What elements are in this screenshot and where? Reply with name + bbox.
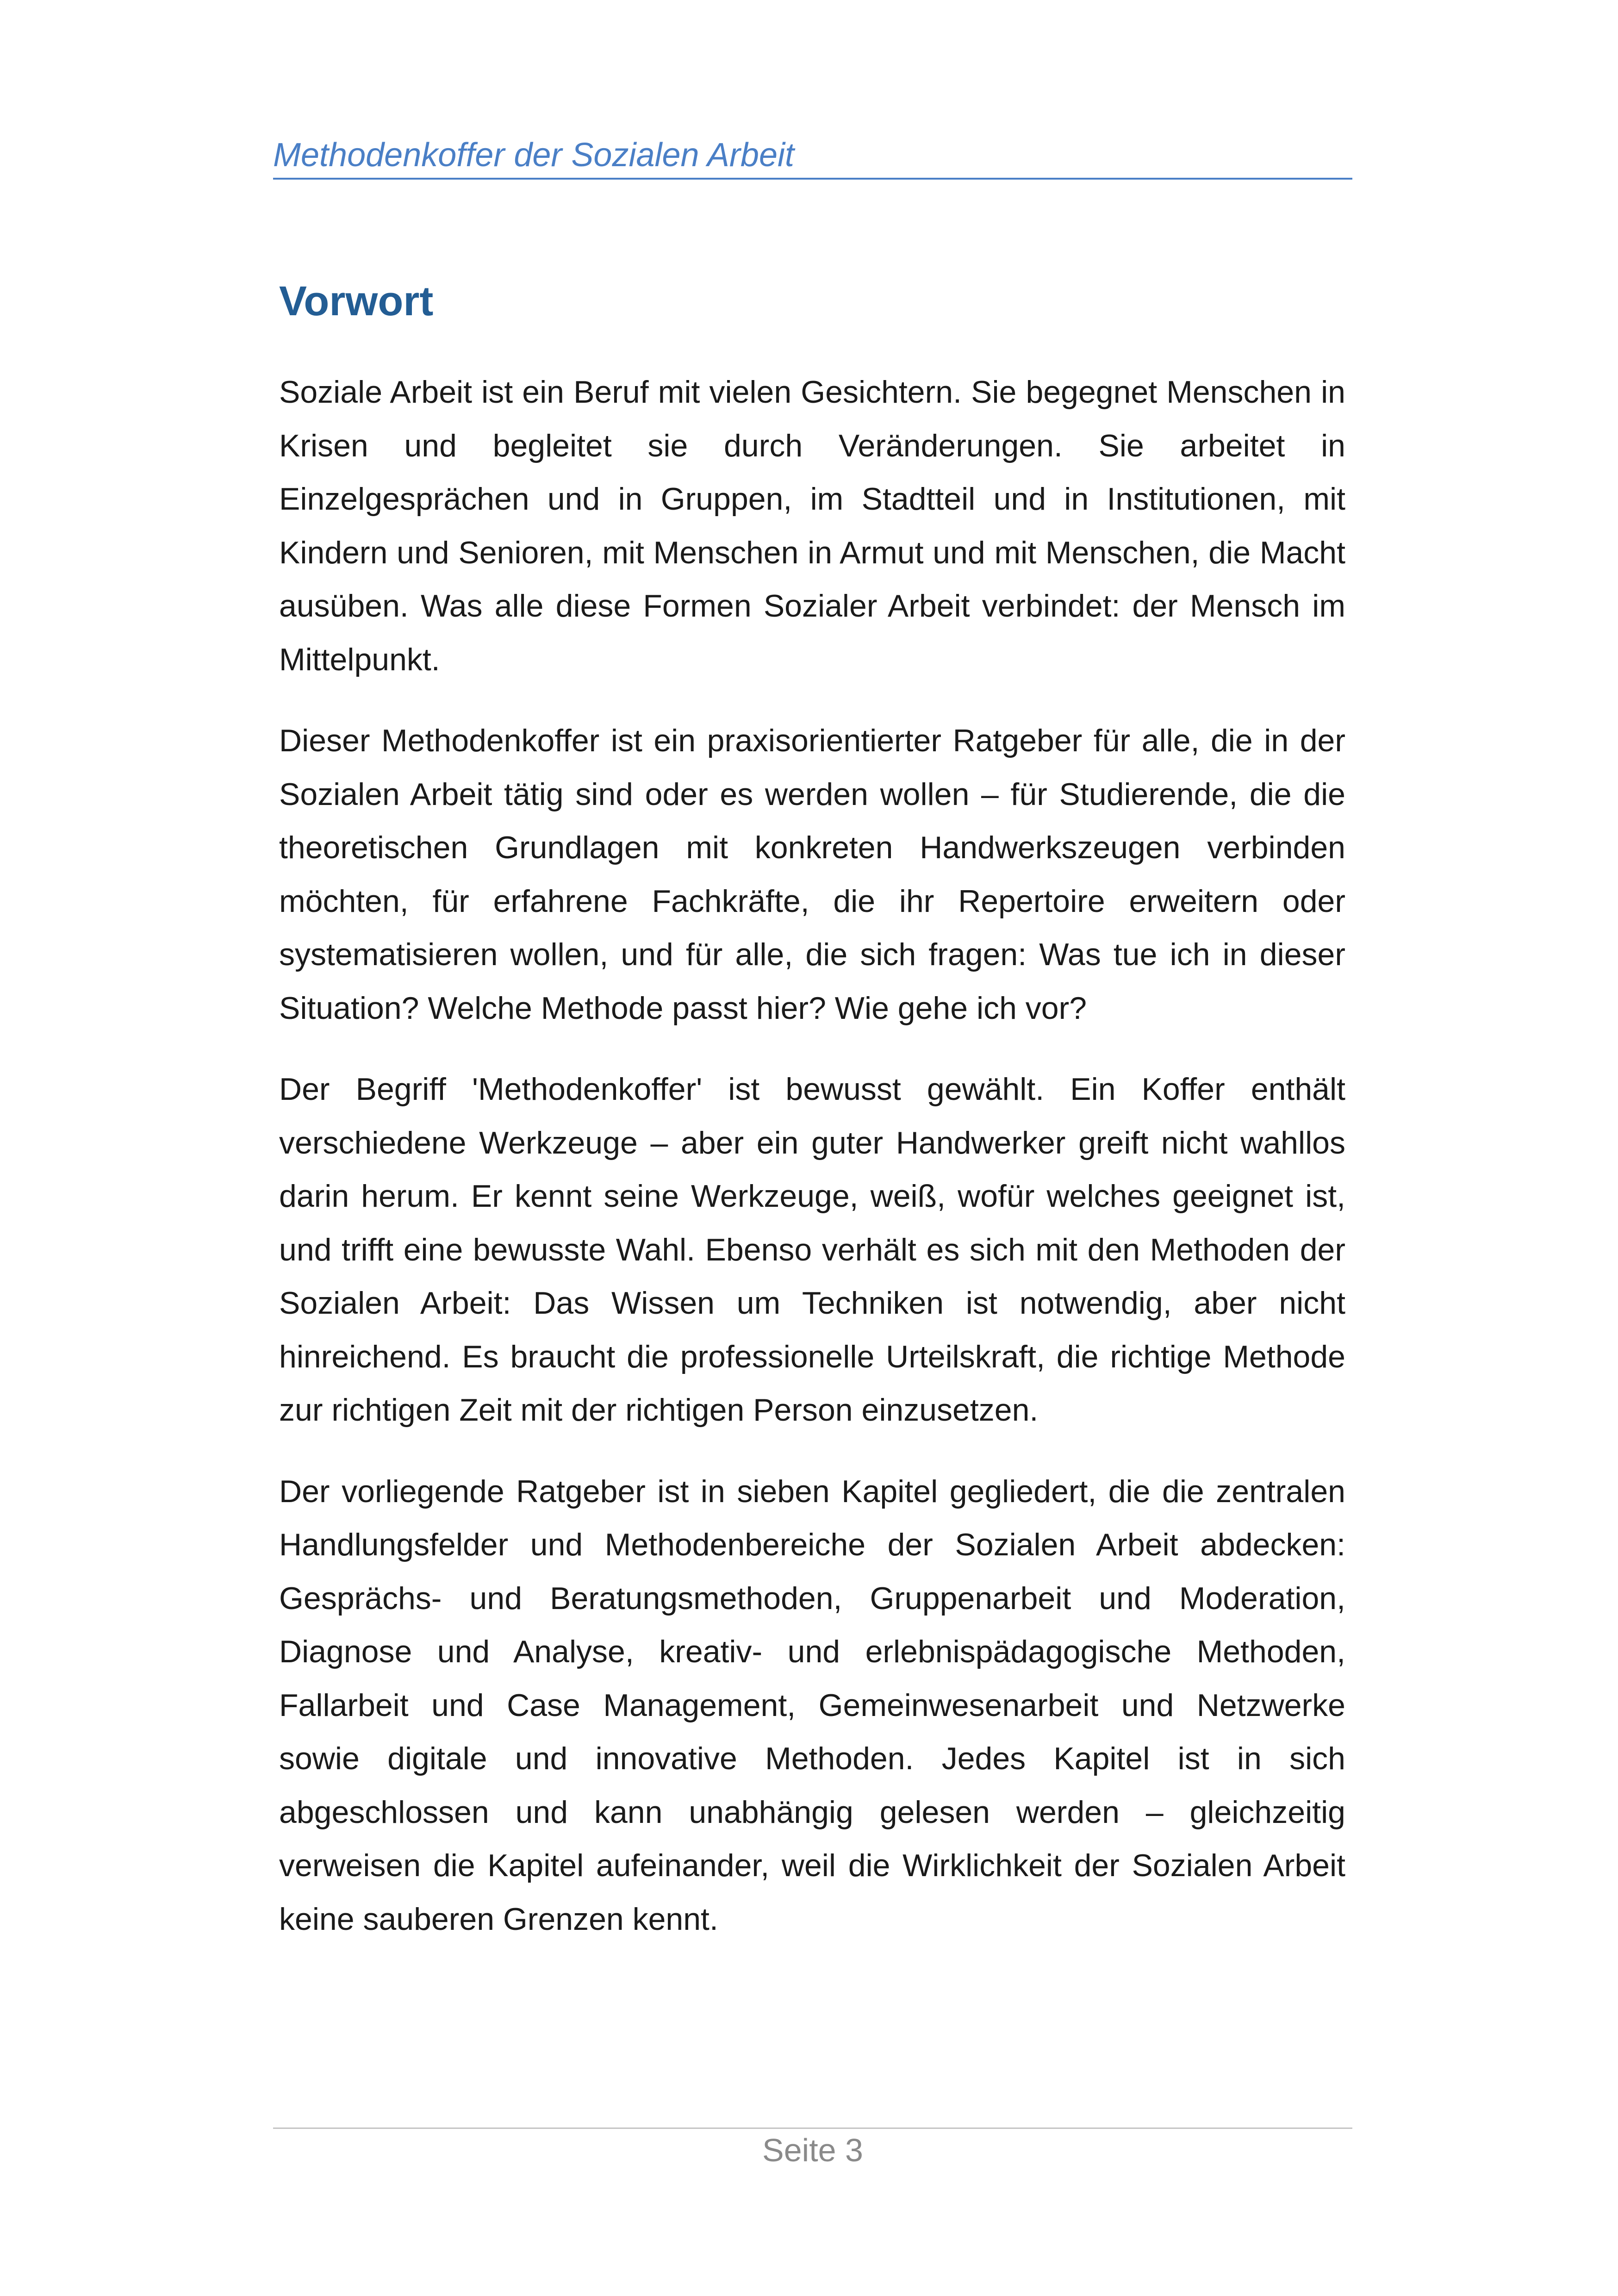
- body-text: [279, 366, 1345, 1974]
- paragraph-3: Der Begriff 'Methodenkoffer' ist bewusst gewählt. Ein Koffer enthält verschiedene Werkzeuge – aber ein guter Handwerker greift nicht wahllos darin herum. Er kennt seine Werkzeuge, weiß, wofür welches geeignet ist, und trifft eine bewusste Wahl. Ebenso verhält es sich mit den Methoden der Sozialen Arbeit: Das Wissen um Techniken ist notwendig, aber nicht hinreichend. Es braucht die professionelle Urteilskraft, die richtige Methode zur richtigen Zeit mit der richtigen Person einzusetzen.: [279, 1072, 1345, 1428]
- running-header-title: Methodenkoffer der Sozialen Arbeit: [273, 137, 794, 174]
- header-divider: [273, 178, 1352, 180]
- section-heading: Vorwort: [279, 278, 434, 324]
- paragraph-1: Soziale Arbeit ist ein Beruf mit vielen Gesichtern. Sie begegnet Menschen in Krisen und begleitet sie durch Veränderungen. Sie arbeitet in Einzelgesprächen und in Gruppen, im Stadtteil und in Institutionen, mit Kindern und Senioren, mit Menschen in Armut und mit Menschen, die Macht ausüben. Was alle diese Formen Sozialer Arbeit verbindet: der Mensch im Mittelpunkt.: [279, 374, 1345, 677]
- paragraph-2: Dieser Methodenkoffer ist ein praxisorientierter Ratgeber für alle, die in der Sozialen Arbeit tätig sind oder es werden wollen – für Studierende, die die theoretischen Grundlagen mit konkreten Handwerkszeugen verbinden möchten, für erfahrene Fachkräfte, die ihr Repertoire erweitern oder systematisieren wollen, und für alle, die sich fragen: Was tue ich in dieser Situation? Welche Methode passt hier? Wie gehe ich vor?: [279, 723, 1345, 1026]
- footer-divider: [273, 2128, 1352, 2129]
- paragraph-4: Der vorliegende Ratgeber ist in sieben Kapitel gegliedert, die die zentralen Handlungsfelder und Methodenbereiche der Sozialen Arbeit abdecken: Gesprächs- und Beratungsmethoden, Gruppenarbeit und Moderation, Diagnose und Analyse, kreativ- und erlebnispädagogische Methoden, Fallarbeit und Case Management, Gemeinwesenarbeit und Netzwerke sowie digitale und innovative Methoden. Jedes Kapitel ist in sich abgeschlossen und kann unabhängig gelesen werden – gleichzeitig verweisen die Kapitel aufeinander, weil die Wirklichkeit der Sozialen Arbeit keine sauberen Grenzen kennt.: [279, 1473, 1345, 1937]
- page-number: Seite 3: [762, 2132, 863, 2168]
